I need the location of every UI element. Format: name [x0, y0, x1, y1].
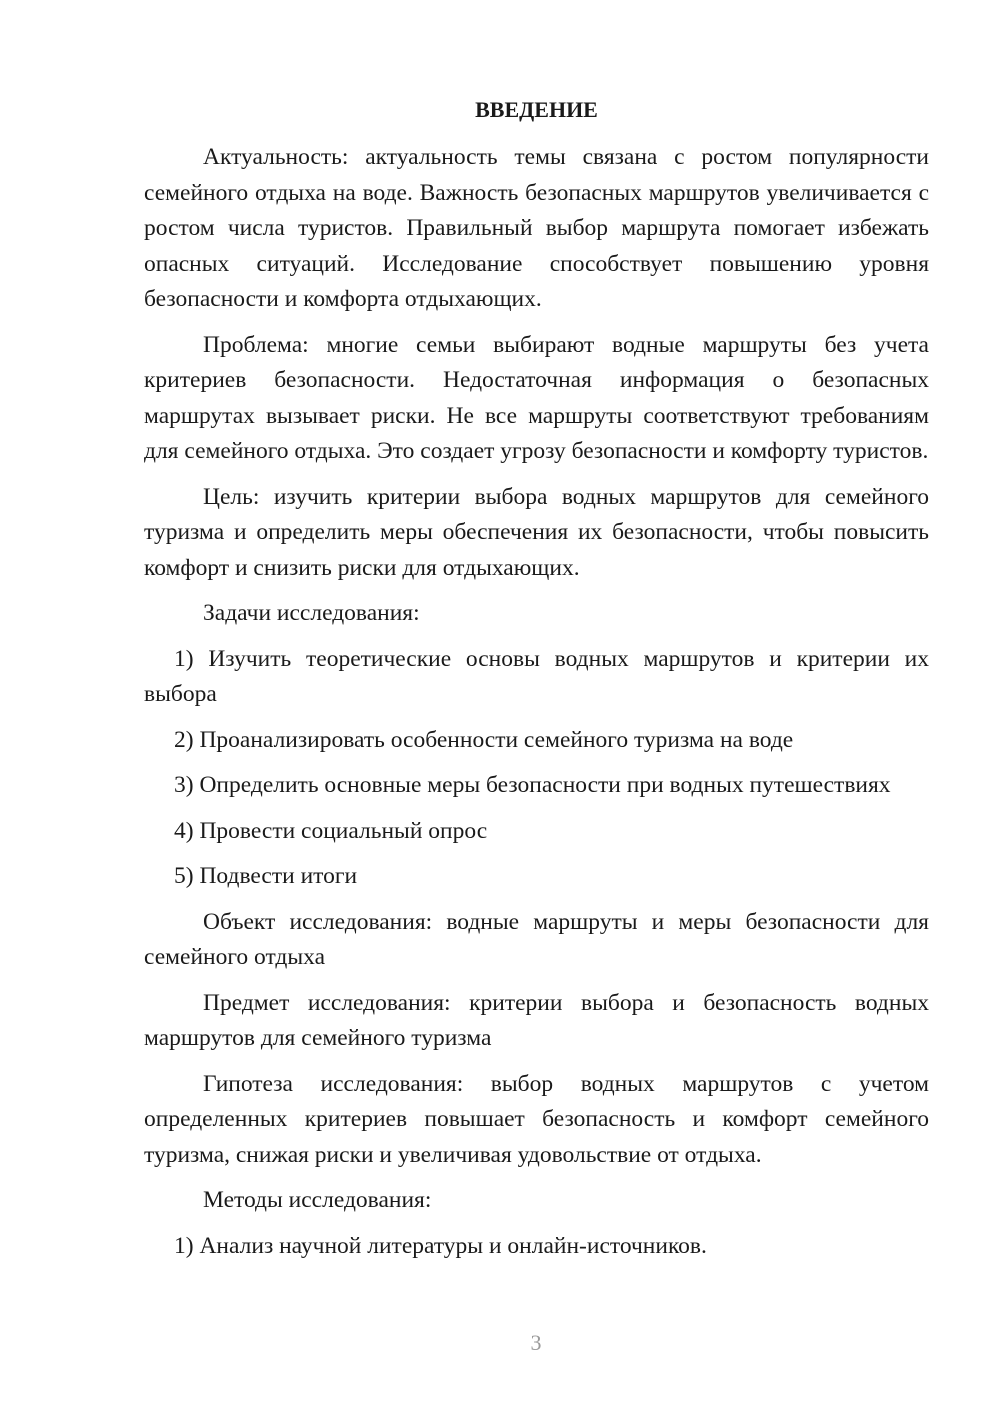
relevance-paragraph: Актуальность: актуальность темы связана с ростом популярности семейного отдыха на воде. Важность безопасных маршрутов увеличивается с ростом числа туристов. Правильный выбор маршрута помогает избежать опасных ситуаций. Исследование способствует повышению уровня безопасности и комфорта отдыхающих. [144, 144, 929, 312]
task-item: 3) Определить основные меры безопасности при водных путешествиях [174, 772, 891, 798]
page-number: 3 [530, 1330, 542, 1355]
page-content [144, 92, 929, 1274]
tasks-heading: Задачи исследования: [203, 600, 420, 626]
problem-paragraph: Проблема: многие семьи выбирают водные маршруты без учета критериев безопасности. Недостаточная информация о безопасных маршрутах вызывает риски. Не все маршруты соответствуют требованиям для семейного отдыха. Это создает угрозу безопасности и комфорту туристов. [144, 331, 929, 464]
methods-heading: Методы исследования: [203, 1187, 432, 1213]
hypothesis-paragraph: Гипотеза исследования: выбор водных маршрутов с учетом определенных критериев повышает безопасность и комфорт семейного туризма, снижая риски и увеличивая удовольствие от отдыха. [144, 1070, 929, 1168]
goal-paragraph: Цель: изучить критерии выбора водных маршрутов для семейного туризма и определить меры обеспечения их безопасности, чтобы повысить комфорт и снизить риски для отдыхающих. [144, 483, 929, 581]
task-item: 5) Подвести итоги [174, 863, 358, 889]
section-title: ВВЕДЕНИЕ [475, 97, 598, 122]
task-item: 4) Провести социальный опрос [174, 817, 488, 844]
task-item: 1) Изучить теоретические основы водных маршрутов и критерии их выбора [144, 645, 929, 707]
object-paragraph: Объект исследования: водные маршруты и меры безопасности для семейного отдыха [144, 908, 929, 970]
task-item: 2) Проанализировать особенности семейного туризма на воде [174, 726, 794, 753]
subject-paragraph: Предмет исследования: критерии выбора и безопасность водных маршрутов для семейного туризма [144, 989, 929, 1051]
method-item: 1) Анализ научной литературы и онлайн-источников. [174, 1232, 707, 1259]
